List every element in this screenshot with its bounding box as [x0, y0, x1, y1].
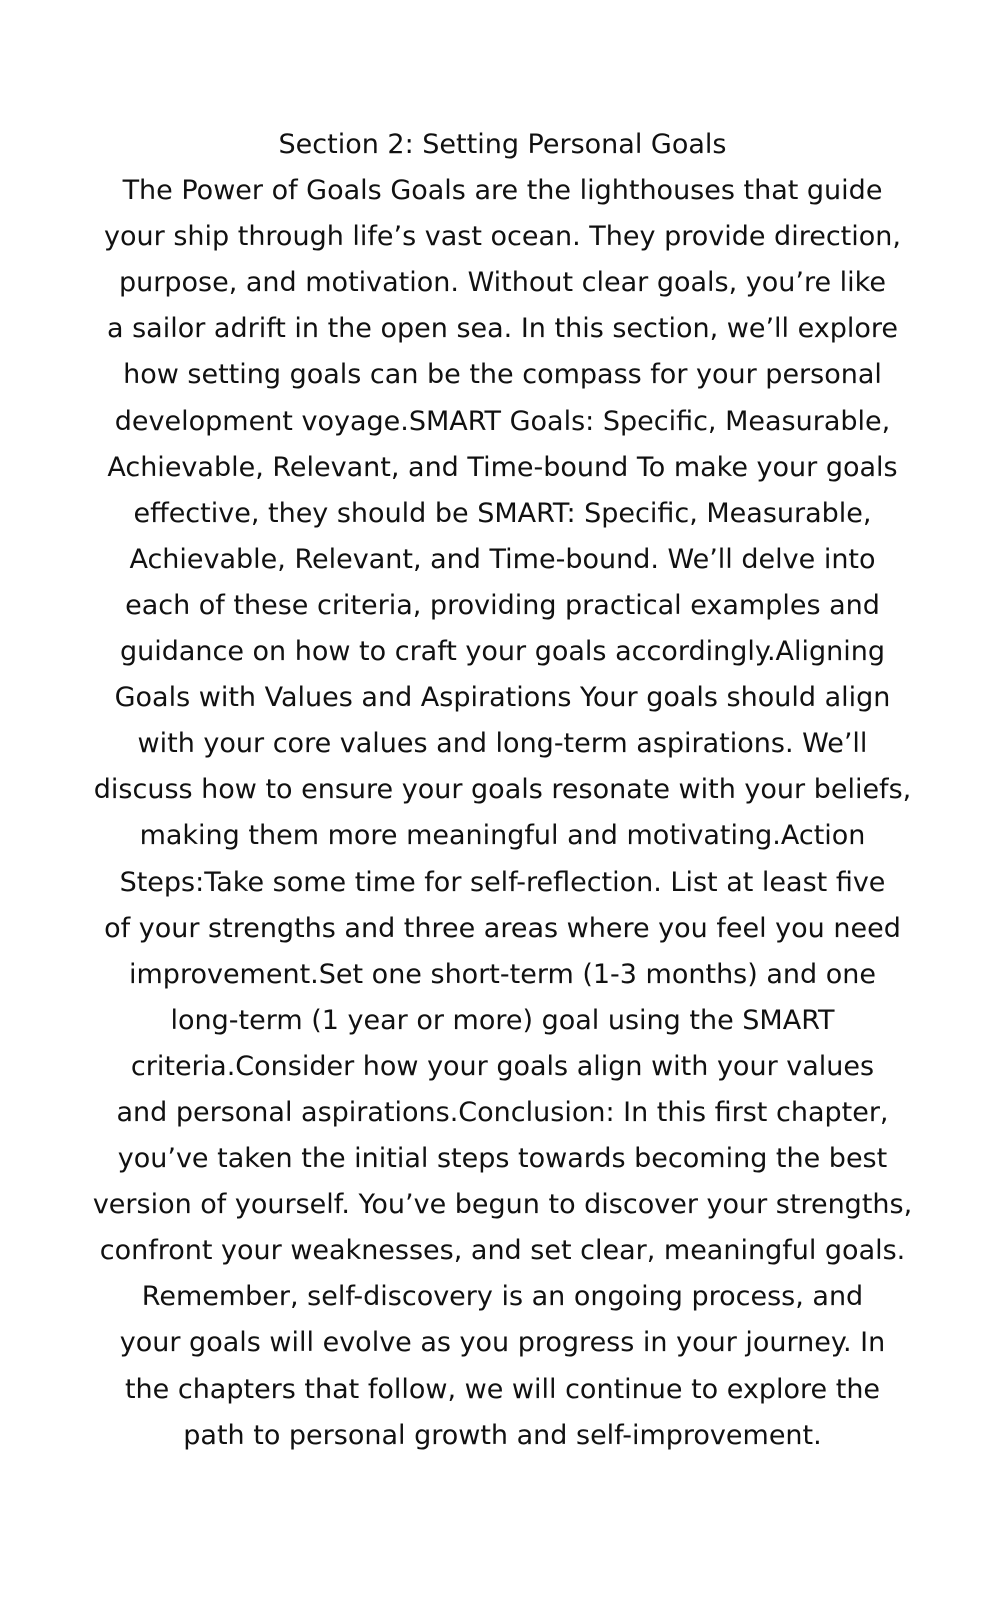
section-heading: Section 2: Setting Personal Goals — [278, 129, 727, 160]
body-text-line: Achievable, Relevant, and Time-bound. We’ll delve into — [129, 543, 876, 575]
body-text-line: Goals with Values and Aspirations Your goals should align — [114, 682, 891, 714]
body-text-line: guidance on how to craft your goals accordingly.Aligning — [119, 636, 886, 668]
body-text-line: the chapters that follow, we will continue to explore the — [124, 1373, 881, 1405]
body-text-line: and personal aspirations.Conclusion: In this first chapter, — [116, 1096, 889, 1128]
body-text-line: version of yourself. You’ve begun to discover your strengths, — [92, 1189, 913, 1221]
body-text-line: purpose, and motivation. Without clear goals, you’re like — [119, 267, 886, 299]
body-text-line: how setting goals can be the compass for your personal — [123, 359, 882, 391]
body-text-line: long-term (1 year or more) goal using the SMART — [170, 1004, 835, 1036]
body-text-line: each of these criteria, providing practical examples and — [125, 589, 880, 621]
body-text-line: Remember, self-discovery is an ongoing process, and — [141, 1281, 864, 1313]
body-text-line: your goals will evolve as you progress in your journey. In — [119, 1327, 886, 1359]
body-text-line: with your core values and long-term aspirations. We’ll — [137, 728, 868, 760]
body-text-line: criteria.Consider how your goals align with your values — [130, 1050, 875, 1082]
body-text-line: development voyage.SMART Goals: Specific, Measurable, — [114, 405, 891, 437]
body-text-line: Steps:Take some time for self-reflection. List at least five — [119, 866, 886, 898]
body-text-line: effective, they should be SMART: Specific, Measurable, — [133, 497, 872, 529]
body-text-line: of your strengths and three areas where you feel you need — [104, 912, 901, 944]
body-text-line: you’ve taken the initial steps towards becoming the best — [117, 1143, 888, 1175]
body-text-line: improvement.Set one short-term (1-3 months) and one — [129, 958, 876, 990]
body-text-line: confront your weaknesses, and set clear, meaningful goals. — [99, 1235, 906, 1267]
document-page — [0, 122, 1005, 1459]
body-text-line: Achievable, Relevant, and Time-bound To make your goals — [107, 451, 898, 483]
body-text-line: path to personal growth and self-improvement. — [183, 1419, 822, 1451]
body-text-line: making them more meaningful and motivating.Action — [139, 820, 866, 852]
body-text-line: a sailor adrift in the open sea. In this section, we’ll explore — [106, 313, 899, 345]
body-text-line: The Power of Goals Goals are the lighthouses that guide — [122, 175, 883, 207]
body-text-line: your ship through life’s vast ocean. They provide direction, — [104, 221, 901, 253]
body-text-line: discuss how to ensure your goals resonate with your beliefs, — [93, 774, 912, 806]
